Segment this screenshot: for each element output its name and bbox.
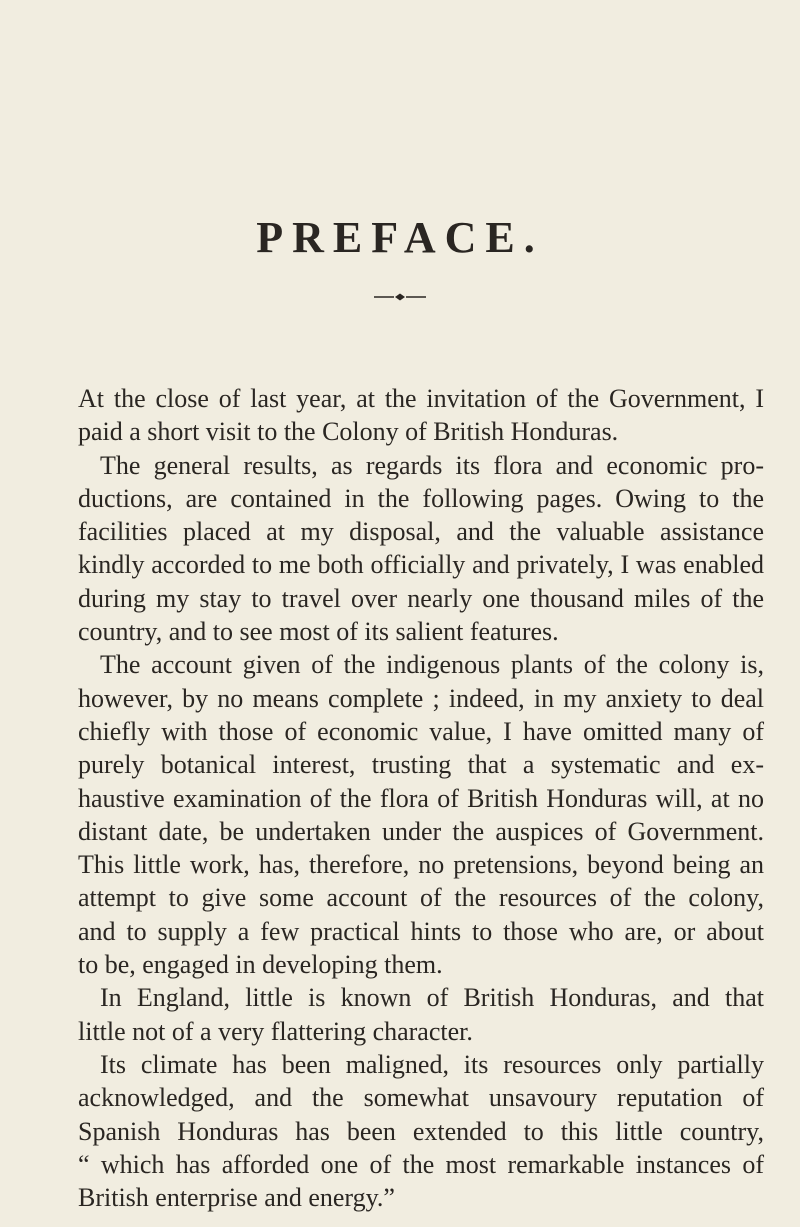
- text-line: British enterprise and energy.”: [78, 1183, 395, 1213]
- text-line: attempt to give some account of the resources of the colony,: [78, 883, 764, 913]
- text-line: purely botanical interest, trusting that a systematic and ex-: [78, 750, 764, 780]
- text-line: In England, little is known of British Honduras, and that: [100, 983, 764, 1013]
- text-line: At the close of last year, at the invitation of the Government, I: [78, 384, 764, 413]
- text-line: little not of a very flattering character.: [78, 1016, 473, 1046]
- diamond-rule-icon: [374, 293, 426, 301]
- text-line: distant date, be undertaken under the auspices of Government.: [78, 816, 764, 846]
- text-line: “ which has afforded one of the most remarkable instances of: [78, 1149, 764, 1179]
- text-line: chiefly with those of economic value, I have omitted many of: [78, 716, 764, 746]
- text-line: The account given of the indigenous plants of the colony is,: [100, 650, 764, 680]
- text-line: during my stay to travel over nearly one thousand miles of the: [78, 583, 764, 613]
- text-line: This little work, has, therefore, no pretensions, beyond being an: [78, 850, 764, 880]
- page-title: PREFACE.: [256, 213, 544, 262]
- text-line: however, by no means complete ; indeed, in my anxiety to deal: [78, 683, 764, 713]
- text-line: Its climate has been maligned, its resources only partially: [100, 1049, 764, 1079]
- text-line: and to supply a few practical hints to those who are, or about: [78, 916, 764, 946]
- text-line: haustive examination of the flora of British Honduras will, at no: [78, 783, 764, 813]
- text-line: kindly accorded to me both officially and privately, I was enabled: [78, 550, 764, 580]
- text-line: The general results, as regards its flora and economic pro-: [100, 450, 764, 480]
- text-line: country, and to see most of its salient features.: [78, 617, 559, 647]
- preface-body: [78, 382, 764, 1214]
- text-line: paid a short visit to the Colony of British Honduras.: [78, 417, 619, 447]
- text-line: ductions, are contained in the following pages. Owing to the: [78, 483, 764, 513]
- text-line: Spanish Honduras has been extended to this little country,: [78, 1116, 764, 1146]
- text-line: acknowledged, and the somewhat unsavoury reputation of: [78, 1083, 764, 1113]
- text-line: facilities placed at my disposal, and the valuable assistance: [78, 517, 764, 547]
- text-line: to be, engaged in developing them.: [78, 950, 443, 980]
